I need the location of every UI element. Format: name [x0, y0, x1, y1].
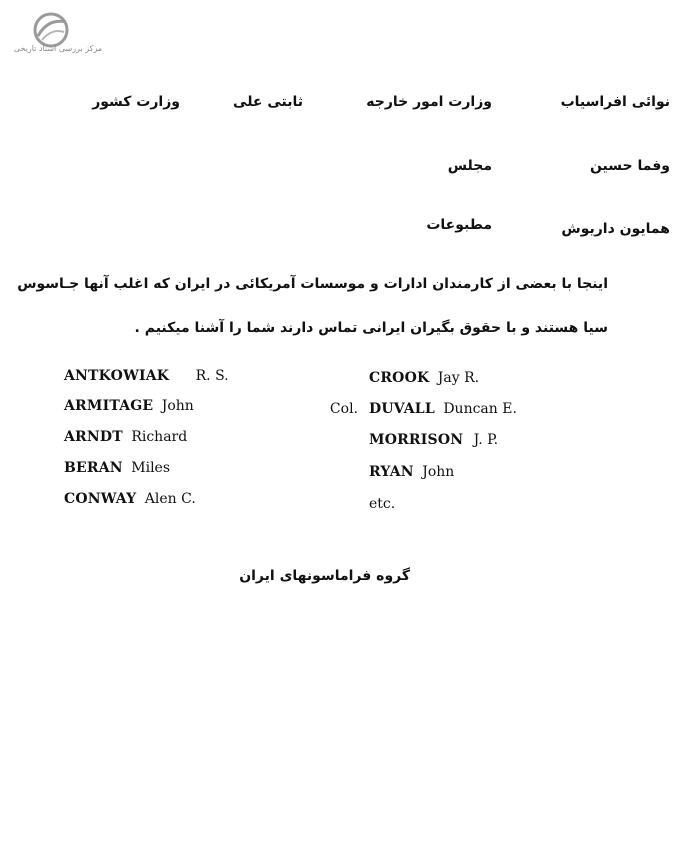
name-surname: MORRISON [369, 432, 464, 448]
name-title: Col. [329, 401, 358, 417]
name-surname: ANTKOWIAK [64, 368, 170, 384]
name-entry [369, 496, 395, 512]
name-entry [369, 370, 479, 386]
name-entry [64, 460, 170, 476]
name-entry [369, 401, 517, 417]
distribution-item: نوائی افراسیاب [560, 94, 670, 110]
body-line: اینجا با بعضی از کارمندان ادارات و موسسات آمریکائی در ایران که اغلب آنها جـاسوس [17, 276, 608, 292]
name-given: Jay R. [437, 370, 480, 386]
name-entry [64, 398, 194, 414]
body-line: سیا هستند و با حقوق بگیران ایرانی تماس دارند شما را آشنا میکنیم . [134, 320, 608, 336]
signature: گروه فراماسونهای ایران [239, 568, 410, 584]
name-surname: CONWAY [64, 491, 137, 507]
name-surname: ARNDT [64, 429, 123, 445]
name-surname: BERAN [64, 460, 123, 476]
distribution-item: مطبوعات [426, 217, 492, 233]
name-surname: ARMITAGE [64, 398, 154, 414]
name-given: John [161, 398, 194, 414]
distribution-item: وزارت کشور [92, 94, 180, 110]
distribution-item: وزارت امور خارجه [366, 94, 492, 110]
name-given: John [422, 464, 455, 480]
name-given: J. P. [473, 432, 499, 448]
distribution-item: ثابتی علی [233, 94, 303, 110]
name-surname: DUVALL [369, 401, 435, 417]
name-entry [64, 491, 196, 507]
name-entry [369, 432, 498, 448]
name-given: Richard [131, 429, 188, 445]
name-entry [369, 464, 454, 480]
name-surname: CROOK [369, 370, 430, 386]
name-given: Alen C. [144, 491, 196, 507]
distribution-item: همایون داریوش [561, 221, 670, 237]
name-surname: RYAN [369, 464, 414, 480]
name-entry [64, 368, 229, 384]
name-entry [64, 429, 187, 445]
distribution-item: وفما حسین [589, 158, 670, 174]
name-surname: etc. [369, 496, 396, 512]
name-given: Duncan E. [443, 401, 517, 417]
name-given: R. S. [195, 368, 229, 384]
archive-logo-caption: مرکز بررسی اسناد تاریخی [13, 44, 103, 53]
distribution-item: مجلس [447, 158, 492, 174]
name-given: Miles [131, 460, 171, 476]
